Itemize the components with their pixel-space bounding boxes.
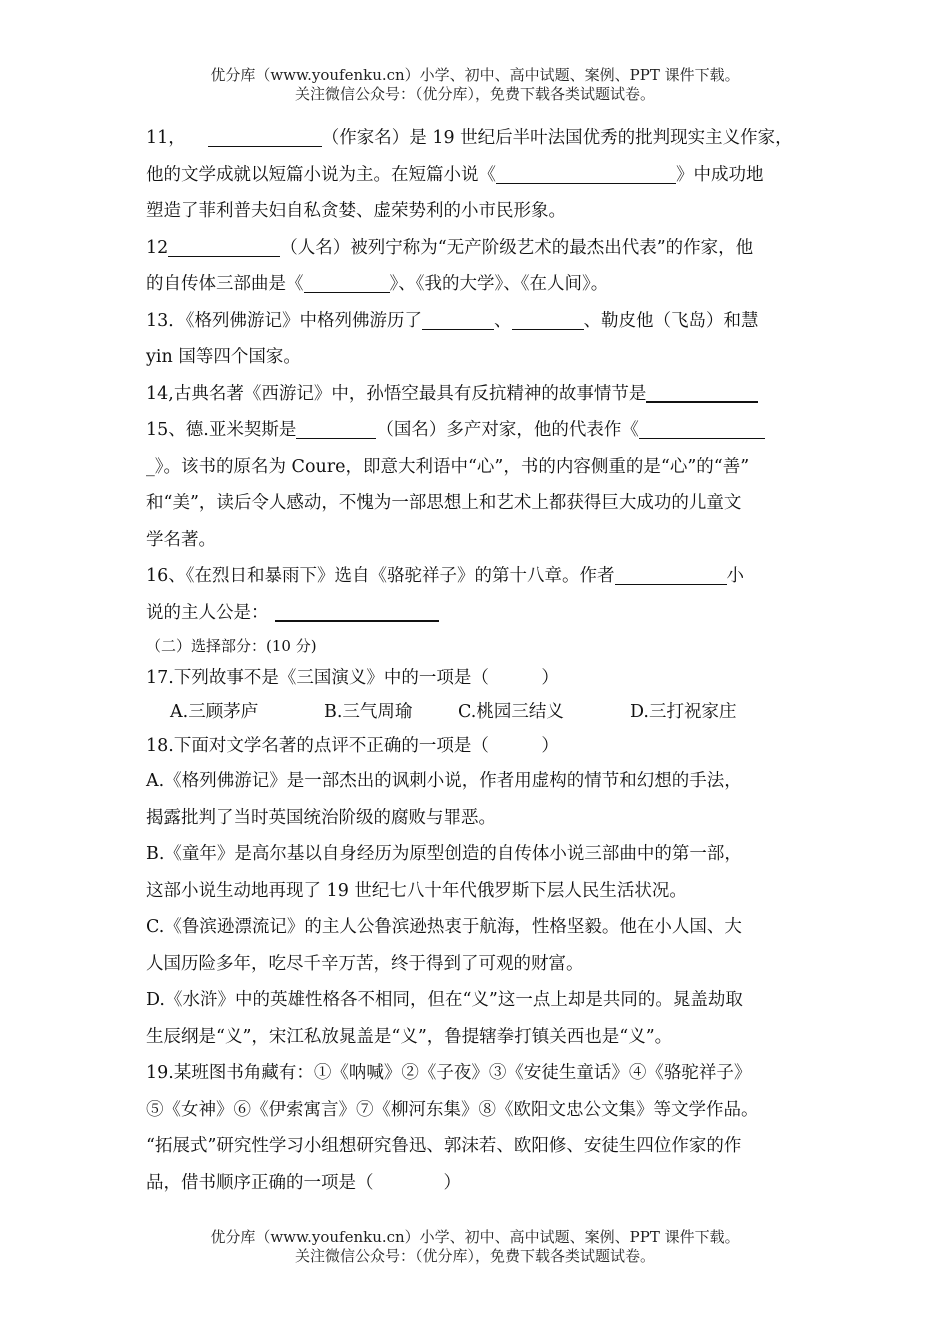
section-2-title-text: （二）选择部分：(10 分) [146, 637, 317, 655]
q12-line-2 [146, 266, 816, 303]
q14-line-1 [146, 376, 816, 413]
q15-line-3 [146, 485, 816, 522]
q17-stem-text: 17.下列故事不是《三国演义》中的一项是（ ） [146, 668, 559, 688]
q16-text-b: 小 [726, 566, 745, 586]
q11-line-1 [146, 120, 816, 157]
q18-option-a-text-1: A.《格列佛游记》是一部杰出的讽刺小说，作者用虚构的情节和幻想的手法， [146, 771, 742, 791]
q15-line-1 [146, 412, 816, 449]
q13-separator: 、 [494, 310, 512, 331]
q16-line-2 [146, 595, 816, 632]
q18-option-c-text-1: C.《鲁滨逊漂流记》的主人公鲁滨逊热衷于航海，性格坚毅。他在小人国、大 [146, 917, 742, 937]
q11-blank-author[interactable] [208, 124, 322, 147]
q13-text-b: 、勒皮他（飞岛）和慧 [583, 310, 759, 331]
q16-text-a: 16、《在烈日和暴雨下》选自《骆驼祥子》的第十八章。作者 [146, 566, 615, 586]
q18-stem [146, 729, 816, 763]
q15-text-a: 15、德.亚米契斯是 [146, 420, 297, 440]
q12-blank-person[interactable] [168, 234, 280, 257]
q18-option-d-text-1: D.《水浒》中的英雄性格各不相同，但在“义”这一点上却是共同的。晁盖劫取 [146, 990, 743, 1010]
q18-option-b-line-1 [146, 836, 816, 873]
q19-line-2 [146, 1092, 816, 1129]
q19-text-3: “拓展式”研究性学习小组想研究鲁迅、郭沫若、欧阳修、安徒生四位作家的作 [146, 1136, 742, 1156]
q17-option-c[interactable]: C.桃园三结义 [458, 702, 564, 722]
q13-text-c: yin 国等四个国家。 [146, 347, 301, 367]
q13-blank-1[interactable] [422, 307, 494, 330]
q14-blank[interactable] [646, 379, 758, 403]
q15-text-c: _》。该书的原名为 Coure，即意大利语中“心”，书的内容侧重的是“心”的“善” [146, 456, 750, 477]
q19-line-4 [146, 1165, 816, 1202]
header-line-2: 关注微信公众号：（优分库），免费下载各类试题试卷。 [294, 85, 655, 103]
q12-line-1 [146, 230, 816, 267]
q16-blank-author[interactable] [615, 562, 727, 585]
q18-option-b-line-2 [146, 873, 816, 910]
q18-option-d-line-1 [146, 982, 816, 1019]
q16-text-c: 说的主人公是： [146, 602, 269, 623]
q12-text-c: 》、《我的大学》、《在人间》。 [389, 274, 609, 294]
q15-blank-work[interactable] [639, 416, 765, 439]
q17-option-b[interactable]: B.三气周瑜 [324, 702, 413, 722]
q14-text-a: 14,古典名著《西游记》中，孙悟空最具有反抗精神的故事情节是 [146, 383, 647, 404]
footer-line-2: 关注微信公众号：（优分库），免费下载各类试题试卷。 [294, 1247, 655, 1265]
q18-option-b-text-2: 这部小说生动地再现了 19 世纪七八十年代俄罗斯下层人民生活状况。 [146, 880, 687, 901]
q12-text-b: 的自传体三部曲是《 [146, 274, 304, 294]
q18-option-c-line-1 [146, 909, 816, 946]
q17-option-d[interactable]: D.三打祝家庄 [630, 702, 737, 722]
q18-option-c-text-2: 人国历险多年，吃尽千辛万苦，终于得到了可观的财富。 [146, 953, 584, 974]
q19-text-4: 品，借书顺序正确的一项是（ ） [146, 1172, 461, 1193]
q12-blank-book[interactable] [304, 270, 390, 293]
q16-blank-hero[interactable] [275, 598, 439, 622]
q18-option-a-text-2: 揭露批判了当时英国统治阶级的腐败与罪恶。 [146, 807, 496, 828]
q11-number: 11， [146, 128, 186, 148]
q18-option-b-text-1: B.《童年》是高尔基以自身经历为原型创造的自传体小说三部曲中的第一部， [146, 844, 742, 864]
q18-option-c-line-2 [146, 946, 816, 983]
q11-line-2 [146, 157, 816, 194]
q18-option-a-line-1 [146, 763, 816, 800]
q18-stem-text: 18.下面对文学名著的点评不正确的一项是（ ） [146, 736, 559, 756]
q18-option-d-text-2: 生辰纲是“义”，宋江私放晁盖是“义”，鲁提辖拳打镇关西也是“义”。 [146, 1026, 673, 1047]
q17-stem [146, 661, 816, 695]
q11-text-b: 他的文学成就以短篇小说为主。在短篇小说《 [146, 164, 496, 185]
q13-text-a: 13．《格列佛游记》中格列佛游历了 [146, 310, 423, 331]
q11-text-d: 塑造了菲利普夫妇自私贪婪、虚荣势利的小市民形象。 [146, 201, 566, 221]
q19-text-2: ⑤《女神》⑥《伊索寓言》⑦《柳河东集》⑧《欧阳文忠公文集》等文学作品。 [146, 1099, 759, 1120]
q16-line-1 [146, 558, 816, 595]
question-body [146, 120, 816, 1201]
page-header [0, 66, 950, 104]
q15-text-e: 学名著。 [146, 529, 216, 550]
footer-line-1: 优分库（www.youfenku.cn）小学、初中、高中试题、案例、PPT 课件下载。 [210, 1228, 740, 1246]
q13-blank-2[interactable] [512, 307, 584, 330]
page-footer [0, 1228, 950, 1266]
q12-number: 12 [146, 237, 169, 258]
q17-options [146, 695, 816, 729]
q11-line-3 [146, 193, 816, 230]
q11-text-a: （作家名）是 19 世纪后半叶法国优秀的批判现实主义作家， [321, 128, 793, 148]
section-2-title [146, 631, 816, 661]
q17-option-a[interactable]: A.三顾茅庐 [170, 702, 259, 722]
q12-text-a: （人名）被列宁称为“无产阶级艺术的最杰出代表”的作家，他 [280, 237, 754, 258]
q19-line-3 [146, 1128, 816, 1165]
q15-line-4 [146, 522, 816, 559]
q18-option-a-line-2 [146, 800, 816, 837]
q15-blank-country[interactable] [296, 416, 376, 439]
q18-option-d-line-2 [146, 1019, 816, 1056]
q11-blank-story[interactable] [496, 161, 676, 184]
q15-text-b: （国名）多产对家，他的代表作《 [376, 420, 639, 440]
q13-line-2 [146, 339, 816, 376]
q11-text-c: 》中成功地 [676, 164, 764, 185]
q19-text-1: 19.某班图书角藏有：①《呐喊》②《子夜》③《安徒生童话》④《骆驼祥子》 [146, 1063, 752, 1083]
q15-text-d: 和“美”，读后令人感动，不愧为一部思想上和艺术上都获得巨大成功的儿童文 [146, 493, 742, 513]
q19-line-1 [146, 1055, 816, 1092]
q15-line-2 [146, 449, 816, 486]
q13-line-1 [146, 303, 816, 340]
header-line-1: 优分库（www.youfenku.cn）小学、初中、高中试题、案例、PPT 课件下载。 [210, 66, 740, 84]
